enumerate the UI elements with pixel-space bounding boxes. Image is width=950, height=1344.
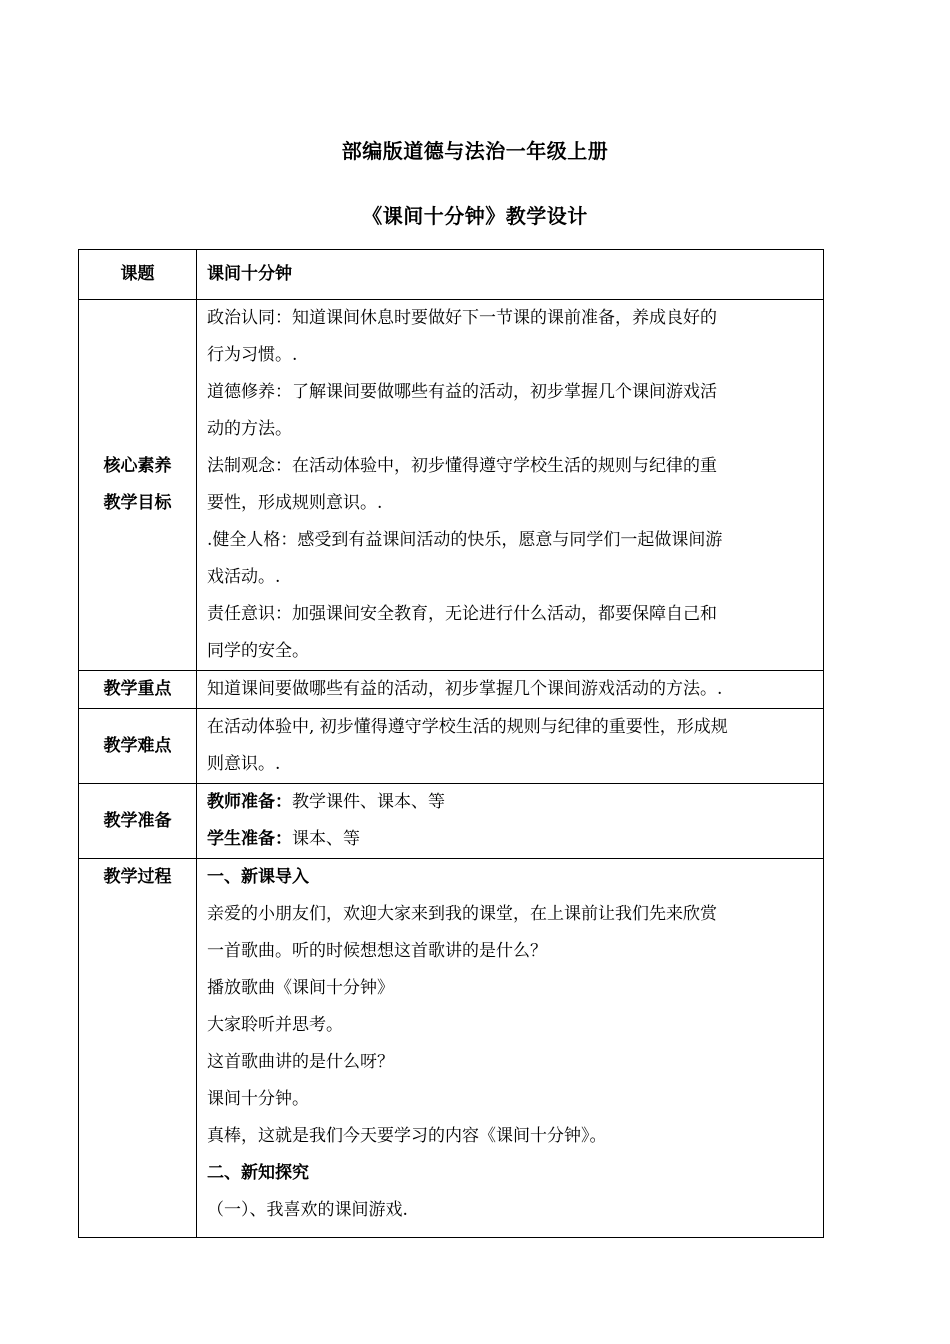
process-line: 真棒，这就是我们今天要学习的内容《课间十分钟》。 [207,1126,607,1146]
process-line: 课间十分钟。 [207,1089,309,1109]
goal-line: 戏活动。. [207,567,281,587]
process-line: 这首歌曲讲的是什么呀？ [207,1052,394,1072]
teacher-preparation-label: 教师准备： [207,792,292,812]
goal-line: .健全人格：感受到有益课间活动的快乐，愿意与同学们一起做课间游 [207,530,723,550]
goal-line: 同学的安全。 [207,641,309,661]
goal-line: 行为习惯。. [207,345,298,365]
goal-line: 政治认同：知道课间休息时要做好下一节课的课前准备，养成良好的 [207,308,717,328]
topic-value: 课间十分钟 [197,250,824,300]
process-line: 大家聆听并思考。 [207,1015,343,1035]
goal-line: 法制观念：在活动体验中，初步懂得遵守学校生活的规则与纪律的重 [207,456,717,476]
table-row-topic [79,250,824,300]
preparation-label: 教学准备 [79,784,197,859]
process-content [197,859,824,1238]
table-row-difficulty [79,709,824,784]
goals-label-line2: 教学目标 [103,493,172,513]
goals-content [197,300,824,671]
teacher-preparation [207,784,813,821]
process-subsection: （一）、我喜欢的课间游戏. [207,1200,408,1220]
teacher-preparation-text: 教学课件、课本、等 [292,792,445,812]
process-section-heading: 一、新课导入 [207,867,309,887]
student-preparation-label: 学生准备： [207,829,292,849]
process-label: 教学过程 [79,859,197,1238]
difficulty-line: 在活动体验中, 初步懂得遵守学校生活的规则与纪律的重要性，形成规 [207,717,728,737]
key-point-label: 教学重点 [79,671,197,709]
difficulty-line: 则意识。. [207,754,281,774]
table-row-process [79,859,824,1238]
goal-line: 道德修养：了解课间要做哪些有益的活动，初步掌握几个课间游戏活 [207,382,717,402]
process-section-heading: 二、新知探究 [207,1163,309,1183]
table-row-preparation [79,784,824,859]
student-preparation-text: 课本、等 [292,829,360,849]
process-line: 亲爱的小朋友们，欢迎大家来到我的课堂，在上课前让我们先来欣赏 [207,904,717,924]
topic-label: 课题 [79,250,197,300]
goals-label [79,300,197,671]
key-point-text: 知道课间要做哪些有益的活动，初步掌握几个课间游戏活动的方法。. [197,671,824,709]
difficulty-label: 教学难点 [79,709,197,784]
table-row-key-point [79,671,824,709]
student-preparation [207,821,813,858]
table-row-goals [79,300,824,671]
goal-line: 责任意识：加强课间安全教育，无论进行什么活动，都要保障自己和 [207,604,717,624]
document-title: 部编版道德与法治一年级上册 [341,139,609,163]
lesson-plan-table [78,249,824,1238]
preparation-content [197,784,824,859]
process-line: 播放歌曲《课间十分钟》 [207,978,394,998]
document-subtitle: 《课间十分钟》教学设计 [362,204,588,228]
process-line: 一首歌曲。听的时候想想这首歌讲的是什么？ [207,941,547,961]
goal-line: 要性，形成规则意识。. [207,493,383,513]
goal-line: 动的方法。 [207,419,292,439]
goals-label-line1: 核心素养 [103,456,172,476]
difficulty-content [197,709,824,784]
